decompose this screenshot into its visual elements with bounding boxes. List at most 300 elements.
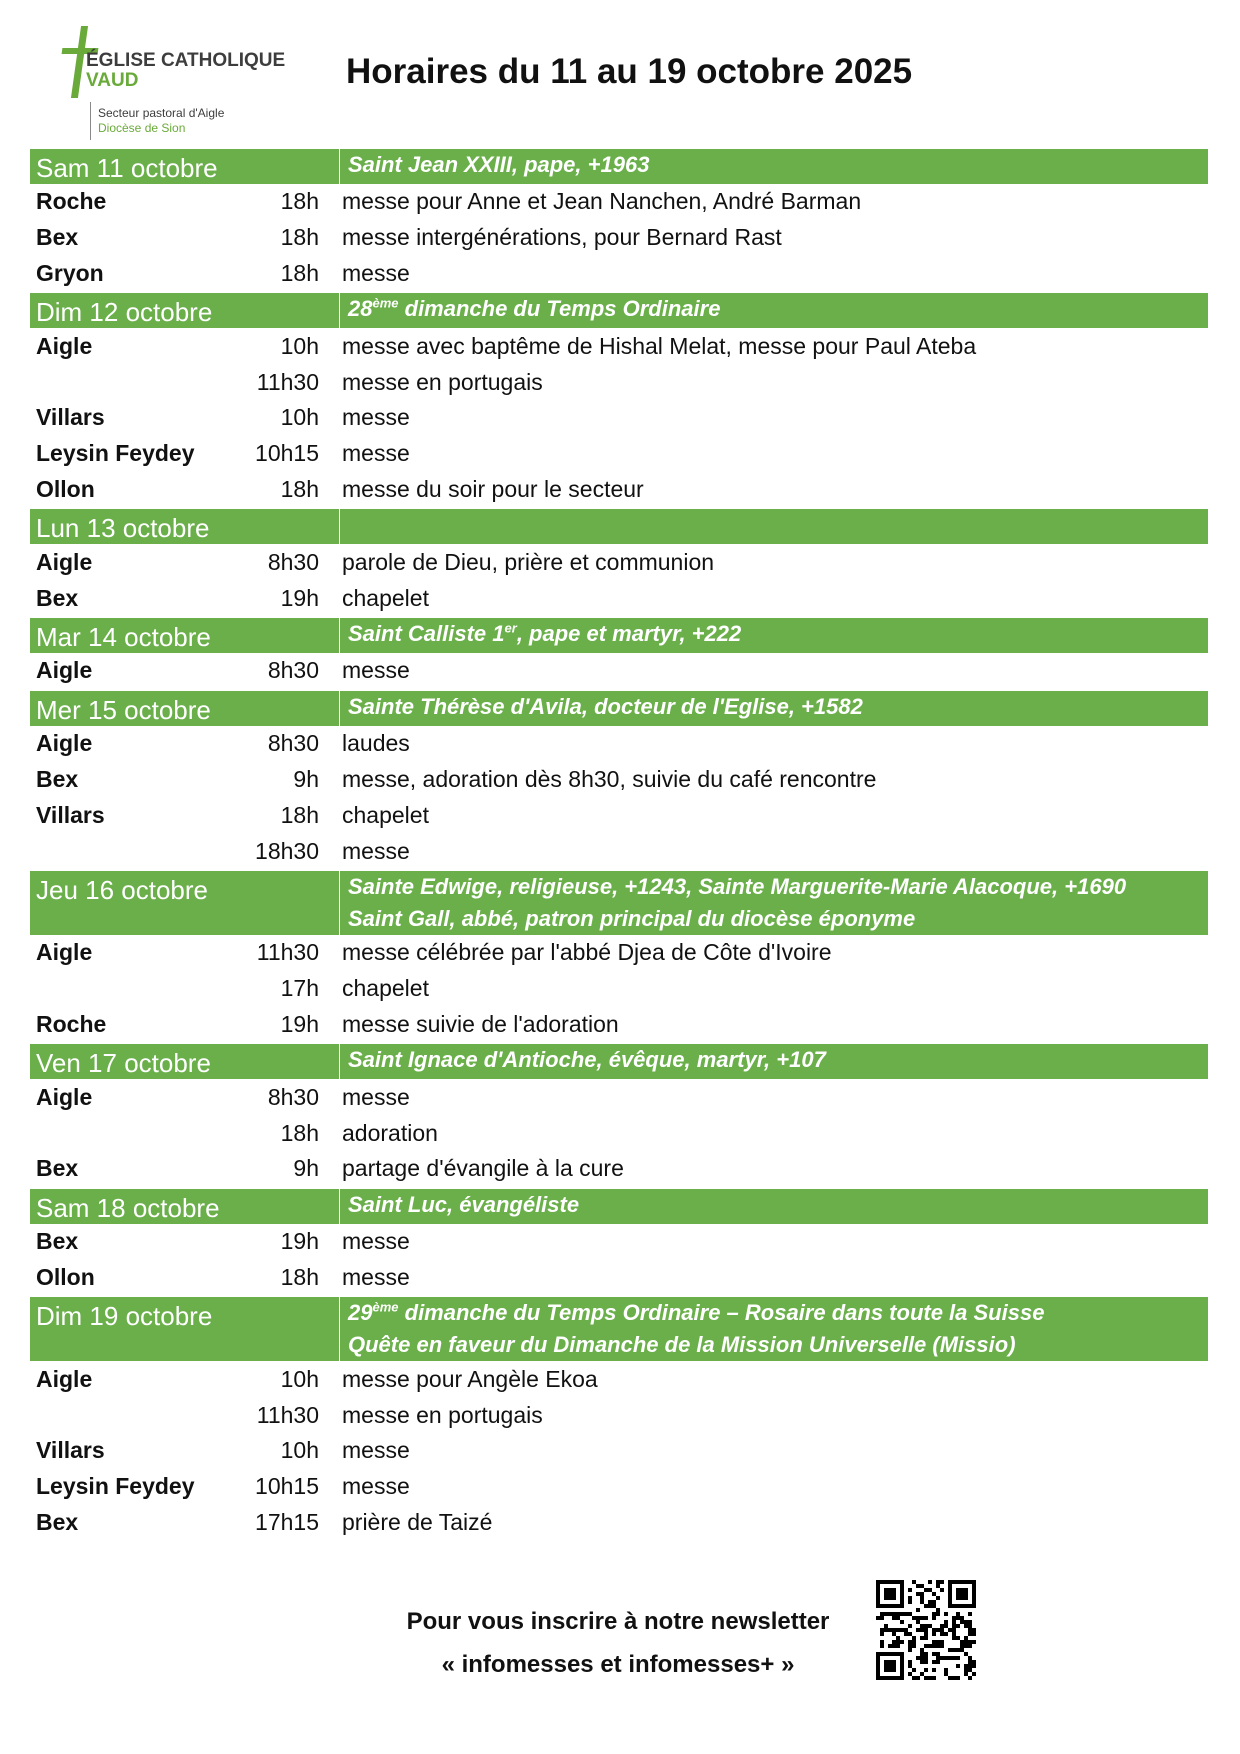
qr-module bbox=[916, 1608, 920, 1612]
feast-line: Saint Calliste 1er, pape et martyr, +222 bbox=[348, 620, 742, 646]
feast-line: Saint Jean XXIII, pape, +1963 bbox=[348, 152, 650, 177]
qr-module bbox=[948, 1648, 952, 1652]
qr-module bbox=[952, 1628, 956, 1632]
qr-module bbox=[912, 1644, 916, 1648]
qr-module bbox=[908, 1672, 912, 1676]
qr-module bbox=[932, 1640, 936, 1644]
event-description: messe bbox=[342, 1228, 410, 1255]
qr-module bbox=[940, 1588, 944, 1592]
day-name: Lun 13 octobre bbox=[30, 509, 340, 544]
place-name: Villars bbox=[36, 1437, 105, 1464]
qr-module bbox=[936, 1596, 940, 1600]
qr-module bbox=[920, 1592, 924, 1596]
qr-module bbox=[924, 1604, 928, 1608]
qr-module bbox=[884, 1624, 888, 1628]
feast-description bbox=[340, 618, 1208, 653]
place-name: Leysin Feydey bbox=[36, 440, 195, 467]
qr-module bbox=[940, 1628, 944, 1632]
feast-description bbox=[340, 871, 1208, 935]
time: 10h bbox=[280, 1437, 319, 1464]
event-description: chapelet bbox=[342, 584, 429, 611]
time: 10h bbox=[280, 1365, 319, 1392]
qr-module bbox=[900, 1620, 904, 1624]
newsletter-footer bbox=[350, 1600, 886, 1686]
qr-module bbox=[932, 1612, 936, 1616]
qr-module bbox=[964, 1668, 968, 1672]
qr-module bbox=[900, 1612, 904, 1616]
qr-module bbox=[944, 1620, 948, 1624]
newsletter-line1: Pour vous inscrire à notre newsletter bbox=[406, 1608, 830, 1635]
place-name: Bex bbox=[36, 1228, 79, 1255]
day-header bbox=[30, 291, 1208, 328]
qr-module bbox=[928, 1580, 932, 1584]
day-name: Sam 11 octobre bbox=[30, 149, 340, 184]
qr-module bbox=[932, 1668, 936, 1672]
feast-description bbox=[340, 293, 1208, 328]
qr-module bbox=[944, 1668, 948, 1672]
day-name: Jeu 16 octobre bbox=[30, 871, 340, 935]
qr-module bbox=[888, 1628, 892, 1632]
qr-module bbox=[972, 1632, 976, 1636]
place-name: Ollon bbox=[36, 475, 95, 502]
qr-module bbox=[932, 1616, 936, 1620]
place-name: Gryon bbox=[36, 259, 104, 286]
qr-module bbox=[944, 1672, 948, 1676]
qr-module bbox=[924, 1668, 928, 1672]
schedule-table bbox=[30, 147, 1208, 1540]
qr-module bbox=[936, 1628, 940, 1632]
qr-module bbox=[912, 1580, 916, 1584]
time: 19h bbox=[280, 1228, 319, 1255]
event-description: messe suivie de l'adoration bbox=[342, 1010, 619, 1037]
qr-module bbox=[920, 1660, 924, 1664]
qr-module bbox=[892, 1640, 896, 1644]
qr-module bbox=[924, 1676, 928, 1680]
event-description: chapelet bbox=[342, 801, 429, 828]
event-description: messe bbox=[342, 1437, 410, 1464]
place-name: Bex bbox=[36, 584, 79, 611]
newsletter-line2: « infomesses et infomesses+ » bbox=[441, 1651, 795, 1678]
time: 11h30 bbox=[256, 939, 319, 966]
logo-sector: Secteur pastoral d'Aigle bbox=[98, 106, 225, 120]
qr-module bbox=[916, 1620, 920, 1624]
qr-module bbox=[932, 1600, 936, 1604]
schedule-row bbox=[30, 328, 1208, 364]
feast-line: Sainte Edwige, religieuse, +1243, Sainte Marguerite-Marie Alacoque, +1690 bbox=[348, 873, 1127, 899]
qr-module bbox=[944, 1624, 948, 1628]
qr-module bbox=[908, 1612, 912, 1616]
qr-module bbox=[948, 1676, 952, 1680]
event-description: messe en portugais bbox=[342, 368, 543, 395]
event-description: messe intergénérations, pour Bernard Rast bbox=[342, 224, 782, 251]
event-description: messe en portugais bbox=[342, 1401, 543, 1428]
event-description: messe bbox=[342, 404, 410, 431]
schedule-row bbox=[30, 1079, 1208, 1115]
qr-module bbox=[892, 1612, 896, 1616]
time: 8h30 bbox=[267, 1083, 319, 1110]
qr-module bbox=[924, 1616, 928, 1620]
qr-module bbox=[908, 1588, 912, 1592]
qr-module bbox=[936, 1584, 940, 1588]
event-description: messe pour Anne et Jean Nanchen, André Barman bbox=[342, 188, 862, 215]
schedule-row bbox=[30, 653, 1208, 689]
qr-module bbox=[884, 1612, 888, 1616]
event-description: messe bbox=[342, 440, 410, 467]
feast-description bbox=[340, 1297, 1208, 1361]
time: 19h bbox=[280, 1010, 319, 1037]
qr-module bbox=[968, 1624, 972, 1628]
event-description: messe du soir pour le secteur bbox=[342, 475, 644, 502]
time: 18h bbox=[280, 259, 319, 286]
schedule-row bbox=[30, 762, 1208, 798]
place-name: Aigle bbox=[36, 730, 93, 757]
schedule-row bbox=[30, 580, 1208, 616]
schedule-row bbox=[30, 1505, 1208, 1541]
event-description: messe bbox=[342, 259, 410, 286]
qr-module bbox=[940, 1580, 944, 1584]
qr-module bbox=[936, 1608, 940, 1612]
place-name: Bex bbox=[36, 765, 79, 792]
qr-module bbox=[960, 1616, 964, 1620]
qr-module bbox=[952, 1676, 956, 1680]
logo bbox=[62, 22, 286, 140]
qr-module bbox=[916, 1656, 920, 1660]
qr-module bbox=[920, 1636, 924, 1640]
qr-module bbox=[892, 1644, 896, 1648]
feast-line: Saint Luc, évangéliste bbox=[348, 1191, 580, 1217]
place-name: Aigle bbox=[36, 1365, 93, 1392]
qr-module bbox=[952, 1624, 956, 1628]
day-header bbox=[30, 1042, 1208, 1079]
time: 8h30 bbox=[267, 657, 319, 684]
qr-module bbox=[940, 1640, 944, 1644]
qr-module bbox=[920, 1628, 924, 1632]
time: 18h bbox=[280, 1263, 319, 1290]
time: 19h bbox=[280, 584, 319, 611]
schedule-row bbox=[30, 797, 1208, 833]
qr-module bbox=[964, 1624, 968, 1628]
event-description: messe bbox=[342, 1083, 410, 1110]
qr-module bbox=[912, 1668, 916, 1672]
qr-module bbox=[880, 1644, 884, 1648]
day-header bbox=[30, 869, 1208, 935]
qr-module bbox=[952, 1648, 956, 1652]
place-name: Bex bbox=[36, 224, 79, 251]
time: 18h bbox=[280, 188, 319, 215]
qr-module bbox=[920, 1596, 924, 1600]
qr-module bbox=[956, 1624, 960, 1628]
qr-module bbox=[880, 1640, 884, 1644]
feast-line: Quête en faveur du Dimanche de la Mission Universelle (Missio) bbox=[348, 1332, 1016, 1358]
qr-module bbox=[936, 1660, 940, 1664]
schedule-row bbox=[30, 220, 1208, 256]
qr-module bbox=[972, 1664, 976, 1668]
qr-module bbox=[916, 1592, 920, 1596]
event-description: adoration bbox=[342, 1119, 438, 1146]
page-title: Horaires du 11 au 19 octobre 2025 bbox=[346, 52, 913, 91]
qr-module bbox=[944, 1656, 948, 1660]
schedule-row bbox=[30, 1361, 1208, 1397]
qr-module bbox=[880, 1628, 884, 1632]
qr-module bbox=[956, 1636, 960, 1640]
day-header bbox=[30, 616, 1208, 653]
qr-module bbox=[956, 1656, 960, 1660]
schedule-row bbox=[30, 935, 1208, 971]
qr-finder-core bbox=[956, 1588, 968, 1600]
qr-module bbox=[944, 1612, 948, 1616]
schedule-row bbox=[30, 1224, 1208, 1260]
place-name: Aigle bbox=[36, 939, 93, 966]
schedule-row bbox=[30, 1151, 1208, 1187]
day-name: Sam 18 octobre bbox=[30, 1189, 340, 1224]
feast-description bbox=[340, 691, 1208, 726]
time: 8h30 bbox=[267, 730, 319, 757]
place-name: Villars bbox=[36, 801, 105, 828]
place-name: Bex bbox=[36, 1508, 79, 1535]
qr-module bbox=[908, 1640, 912, 1644]
qr-module bbox=[904, 1612, 908, 1616]
qr-module bbox=[936, 1656, 940, 1660]
schedule-row bbox=[30, 256, 1208, 292]
qr-module bbox=[952, 1620, 956, 1624]
qr-module bbox=[876, 1616, 880, 1620]
qr-module bbox=[924, 1644, 928, 1648]
schedule-row bbox=[30, 400, 1208, 436]
event-description: messe, adoration dès 8h30, suivie du café rencontre bbox=[342, 765, 877, 792]
schedule-row bbox=[30, 1007, 1208, 1043]
schedule-row bbox=[30, 364, 1208, 400]
schedule-row bbox=[30, 472, 1208, 508]
feast-line: Saint Gall, abbé, patron principal du diocèse éponyme bbox=[348, 905, 916, 931]
place-name: Aigle bbox=[36, 1083, 93, 1110]
qr-module bbox=[924, 1656, 928, 1660]
qr-module bbox=[932, 1676, 936, 1680]
qr-module bbox=[968, 1612, 972, 1616]
qr-module bbox=[916, 1584, 920, 1588]
time: 9h bbox=[293, 765, 319, 792]
logo-name-line1: ÉGLISE CATHOLIQUE bbox=[86, 50, 286, 71]
qr-module bbox=[908, 1664, 912, 1668]
qr-module bbox=[932, 1644, 936, 1648]
qr-module bbox=[916, 1628, 920, 1632]
qr-module bbox=[936, 1652, 940, 1656]
qr-module bbox=[948, 1656, 952, 1660]
qr-module bbox=[964, 1620, 968, 1624]
event-description: chapelet bbox=[342, 975, 429, 1002]
day-name: Dim 12 octobre bbox=[30, 293, 340, 328]
time: 9h bbox=[293, 1155, 319, 1182]
qr-module bbox=[896, 1628, 900, 1632]
qr-module bbox=[960, 1648, 964, 1652]
place-name: Aigle bbox=[36, 332, 93, 359]
qr-module bbox=[932, 1604, 936, 1608]
place-name: Aigle bbox=[36, 548, 93, 575]
qr-module bbox=[928, 1588, 932, 1592]
qr-module bbox=[940, 1624, 944, 1628]
qr-module bbox=[936, 1580, 940, 1584]
event-description: laudes bbox=[342, 730, 410, 757]
qr-module bbox=[912, 1616, 916, 1620]
qr-module bbox=[908, 1624, 912, 1628]
qr-module bbox=[968, 1668, 972, 1672]
qr-module bbox=[908, 1644, 912, 1648]
qr-module bbox=[968, 1656, 972, 1660]
feast-line: Sainte Thérèse d'Avila, docteur de l'Eglise, +1582 bbox=[348, 693, 863, 719]
time: 10h bbox=[280, 404, 319, 431]
place-name: Bex bbox=[36, 1155, 79, 1182]
qr-module bbox=[956, 1616, 960, 1620]
qr-code-icon[interactable] bbox=[876, 1580, 976, 1680]
qr-module bbox=[900, 1640, 904, 1644]
schedule-row bbox=[30, 1397, 1208, 1433]
schedule-row bbox=[30, 1433, 1208, 1469]
feast-description bbox=[340, 149, 1208, 184]
qr-module bbox=[924, 1660, 928, 1664]
qr-module bbox=[956, 1612, 960, 1616]
qr-module bbox=[888, 1644, 892, 1648]
qr-module bbox=[952, 1656, 956, 1660]
feast-line: 29ème dimanche du Temps Ordinaire – Rosaire dans toute la Suisse bbox=[348, 1300, 1045, 1326]
qr-module bbox=[912, 1640, 916, 1644]
qr-module bbox=[952, 1632, 956, 1636]
qr-module bbox=[972, 1640, 976, 1644]
qr-module bbox=[932, 1652, 936, 1656]
event-description: messe bbox=[342, 1473, 410, 1500]
qr-module bbox=[908, 1648, 912, 1652]
qr-module bbox=[932, 1592, 936, 1596]
event-description: messe bbox=[342, 1263, 410, 1290]
qr-module bbox=[920, 1616, 924, 1620]
qr-module bbox=[928, 1644, 932, 1648]
place-name: Aigle bbox=[36, 657, 93, 684]
qr-module bbox=[972, 1628, 976, 1632]
feast-description bbox=[340, 509, 1208, 544]
event-description: messe bbox=[342, 837, 410, 864]
qr-module bbox=[920, 1652, 924, 1656]
qr-module bbox=[964, 1640, 968, 1644]
qr-module bbox=[896, 1616, 900, 1620]
qr-module bbox=[920, 1624, 924, 1628]
day-header bbox=[30, 147, 1208, 184]
qr-module bbox=[920, 1648, 924, 1652]
qr-module bbox=[924, 1628, 928, 1632]
ordinal-suffix: ème bbox=[372, 296, 399, 312]
qr-module bbox=[968, 1628, 972, 1632]
qr-module bbox=[928, 1624, 932, 1628]
time: 11h30 bbox=[256, 1401, 319, 1428]
qr-module bbox=[940, 1632, 944, 1636]
qr-module bbox=[952, 1636, 956, 1640]
qr-module bbox=[944, 1632, 948, 1636]
day-name: Mar 14 octobre bbox=[30, 618, 340, 653]
schedule-row bbox=[30, 1115, 1208, 1151]
qr-module bbox=[920, 1656, 924, 1660]
ordinal-suffix: er bbox=[504, 620, 517, 636]
qr-module bbox=[912, 1676, 916, 1680]
qr-module bbox=[912, 1636, 916, 1640]
qr-module bbox=[948, 1628, 952, 1632]
qr-module bbox=[908, 1596, 912, 1600]
qr-module bbox=[896, 1612, 900, 1616]
qr-module bbox=[952, 1616, 956, 1620]
event-description: partage d'évangile à la cure bbox=[342, 1155, 624, 1182]
qr-module bbox=[968, 1664, 972, 1668]
qr-module bbox=[956, 1676, 960, 1680]
qr-module bbox=[968, 1644, 972, 1648]
qr-module bbox=[964, 1652, 968, 1656]
qr-finder-core bbox=[884, 1660, 896, 1672]
qr-module bbox=[972, 1660, 976, 1664]
qr-module bbox=[932, 1660, 936, 1664]
qr-module bbox=[896, 1644, 900, 1648]
qr-module bbox=[968, 1660, 972, 1664]
qr-finder-core bbox=[884, 1588, 896, 1600]
time: 18h bbox=[280, 224, 319, 251]
qr-module bbox=[968, 1632, 972, 1636]
event-description: messe avec baptême de Hishal Melat, messe pour Paul Ateba bbox=[342, 332, 977, 359]
qr-module bbox=[964, 1672, 968, 1676]
day-name: Dim 19 octobre bbox=[30, 1297, 340, 1361]
schedule-row bbox=[30, 184, 1208, 220]
schedule-row bbox=[30, 436, 1208, 472]
time: 17h bbox=[280, 975, 319, 1002]
qr-module bbox=[960, 1640, 964, 1644]
time: 17h15 bbox=[255, 1508, 319, 1535]
place-name: Roche bbox=[36, 188, 107, 215]
qr-module bbox=[892, 1616, 896, 1620]
qr-module bbox=[924, 1632, 928, 1636]
schedule-row bbox=[30, 1260, 1208, 1296]
time: 11h30 bbox=[256, 368, 319, 395]
place-name: Villars bbox=[36, 404, 105, 431]
time: 18h bbox=[280, 475, 319, 502]
feast-line: 28ème dimanche du Temps Ordinaire bbox=[348, 296, 721, 322]
qr-module bbox=[956, 1664, 960, 1668]
event-description: messe pour Angèle Ekoa bbox=[342, 1365, 598, 1392]
qr-module bbox=[960, 1644, 964, 1648]
time: 10h bbox=[280, 332, 319, 359]
logo-diocese: Diocèse de Sion bbox=[98, 121, 186, 135]
qr-module bbox=[924, 1588, 928, 1592]
time: 10h15 bbox=[255, 1473, 319, 1500]
qr-module bbox=[904, 1632, 908, 1636]
qr-module bbox=[936, 1644, 940, 1648]
day-header bbox=[30, 689, 1208, 726]
qr-module bbox=[972, 1672, 976, 1676]
feast-description bbox=[340, 1044, 1208, 1079]
qr-module bbox=[964, 1636, 968, 1640]
qr-module bbox=[928, 1676, 932, 1680]
logo-divider bbox=[90, 102, 91, 140]
qr-module bbox=[968, 1640, 972, 1644]
qr-module bbox=[940, 1644, 944, 1648]
qr-module bbox=[936, 1640, 940, 1644]
qr-module bbox=[920, 1584, 924, 1588]
qr-module bbox=[900, 1628, 904, 1632]
place-name: Roche bbox=[36, 1010, 107, 1037]
qr-module bbox=[956, 1648, 960, 1652]
qr-module bbox=[920, 1672, 924, 1676]
qr-module bbox=[892, 1628, 896, 1632]
event-description: parole de Dieu, prière et communion bbox=[342, 548, 715, 575]
place-name: Ollon bbox=[36, 1263, 95, 1290]
qr-module bbox=[880, 1612, 884, 1616]
day-header bbox=[30, 1295, 1208, 1361]
feast-line: Saint Ignace d'Antioche, évêque, martyr, +107 bbox=[348, 1047, 826, 1073]
feast-description bbox=[340, 1189, 1208, 1224]
qr-module bbox=[884, 1628, 888, 1632]
logo-name-line2: VAUD bbox=[86, 70, 139, 91]
